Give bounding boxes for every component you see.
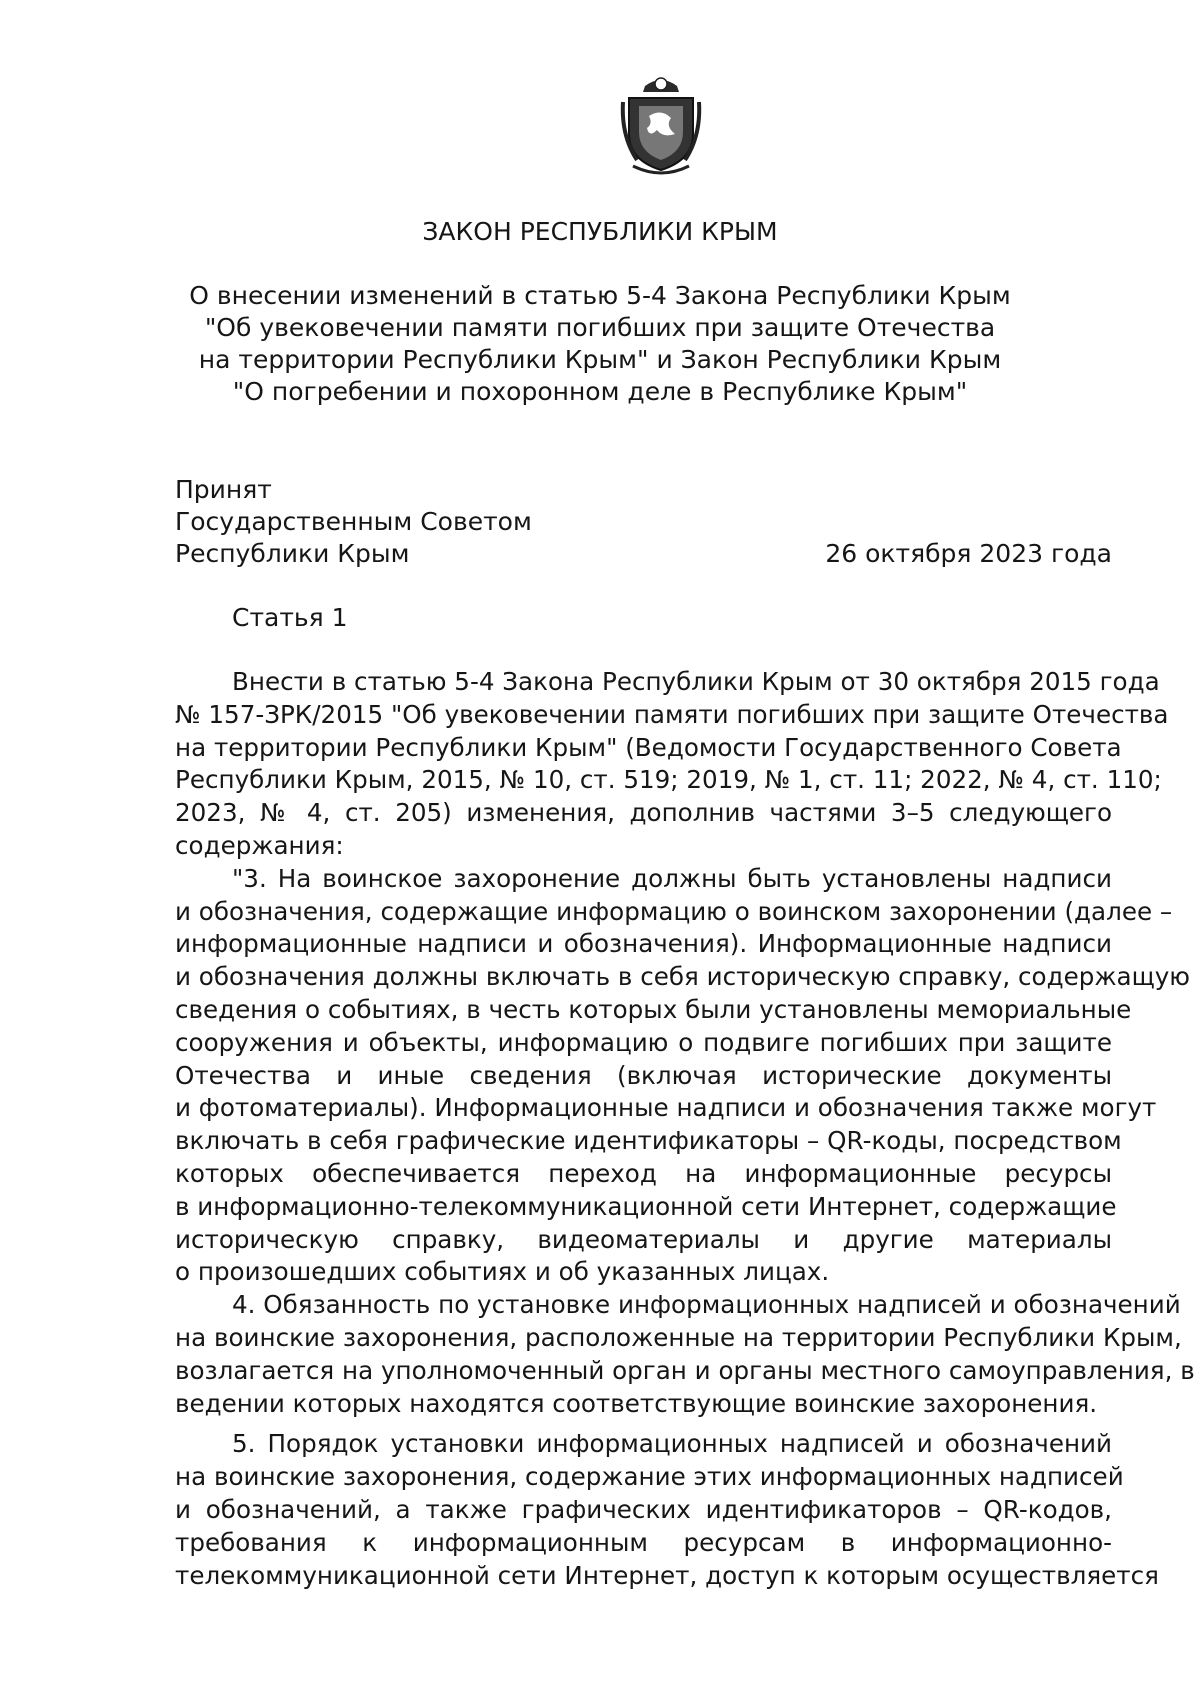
body-line: 2023, № 4, ст. 205) изменения, дополнив частями 3–5 следующего: [175, 798, 1112, 828]
body-line: и фотоматериалы). Информационные надписи и обозначения также могут: [175, 1093, 1157, 1123]
subtitle-line: "Об увековечении памяти погибших при защите Отечества: [204, 313, 996, 342]
body-line: и обозначения, содержащие информацию о воинском захоронении (далее –: [175, 896, 1173, 926]
body-line: возлагается на уполномоченный орган и органы местного самоуправления, в: [175, 1355, 1195, 1385]
adoption-line: Принят: [175, 475, 272, 504]
body-line: телекоммуникационной сети Интернет, доступ к которым осуществляется: [175, 1560, 1159, 1590]
body-line: 5. Порядок установки информационных надписей и обозначений: [232, 1429, 1112, 1459]
adoption-line: Государственным Советом: [175, 507, 532, 536]
adoption-date: 26 октября 2023 года: [825, 539, 1112, 568]
body-line: сооружения и объекты, информацию о подвиге погибших при защите: [175, 1027, 1112, 1057]
article-body: [175, 666, 1195, 1592]
body-line: ведении которых находятся соответствующие воинские захоронения.: [175, 1388, 1098, 1418]
adoption-line: Республики Крым: [175, 539, 410, 568]
adoption-block: [175, 474, 532, 570]
body-line: на воинские захоронения, расположенные на территории Республики Крым,: [175, 1322, 1182, 1352]
coat-of-arms-of-crimea-icon: [619, 72, 703, 180]
document-title: ЗАКОН РЕСПУБЛИКИ КРЫМ: [422, 217, 778, 246]
body-line: № 157-ЗРК/2015 "Об увековечении памяти погибших при защите Отечества: [175, 699, 1169, 729]
body-line: 4. Обязанность по установке информационных надписей и обозначений: [232, 1290, 1181, 1320]
body-line: и обозначения должны включать в себя историческую справку, содержащую: [175, 962, 1190, 992]
body-line: включать в себя графические идентификаторы – QR-коды, посредством: [175, 1126, 1122, 1156]
body-line: Республики Крым, 2015, № 10, ст. 519; 2019, № 1, ст. 11; 2022, № 4, ст. 110;: [175, 765, 1162, 795]
document-subtitle: [0, 280, 1200, 408]
body-line: "3. На воинское захоронение должны быть установлены надписи: [232, 863, 1112, 893]
body-line: на воинские захоронения, содержание этих информационных надписей: [175, 1462, 1124, 1492]
body-line: о произошедших событиях и об указанных лицах.: [175, 1257, 830, 1287]
body-line: содержания:: [175, 830, 344, 860]
body-line: и обозначений, а также графических идентификаторов – QR-кодов,: [175, 1494, 1112, 1524]
body-line: сведения о событиях, в честь которых были установлены мемориальные: [175, 994, 1132, 1024]
body-line: в информационно-телекоммуникационной сети Интернет, содержащие: [175, 1191, 1117, 1221]
subtitle-line: О внесении изменений в статью 5-4 Закона Республики Крым: [189, 281, 1011, 310]
article-heading: Статья 1: [232, 603, 348, 632]
body-line: Внести в статью 5-4 Закона Республики Крым от 30 октября 2015 года: [232, 667, 1160, 696]
subtitle-line: на территории Республики Крым" и Закон Республики Крым: [198, 345, 1002, 374]
body-line: Отечества и иные сведения (включая исторические документы: [175, 1060, 1112, 1090]
body-line: историческую справку, видеоматериалы и другие материалы: [175, 1224, 1112, 1254]
body-line: информационные надписи и обозначения). Информационные надписи: [175, 929, 1112, 959]
body-line: на территории Республики Крым" (Ведомости Государственного Совета: [175, 732, 1122, 762]
subtitle-line: "О погребении и похоронном деле в Республике Крым": [232, 377, 968, 406]
body-line: которых обеспечивается переход на информационные ресурсы: [175, 1158, 1112, 1188]
body-line: требования к информационным ресурсам в информационно-: [175, 1527, 1112, 1557]
